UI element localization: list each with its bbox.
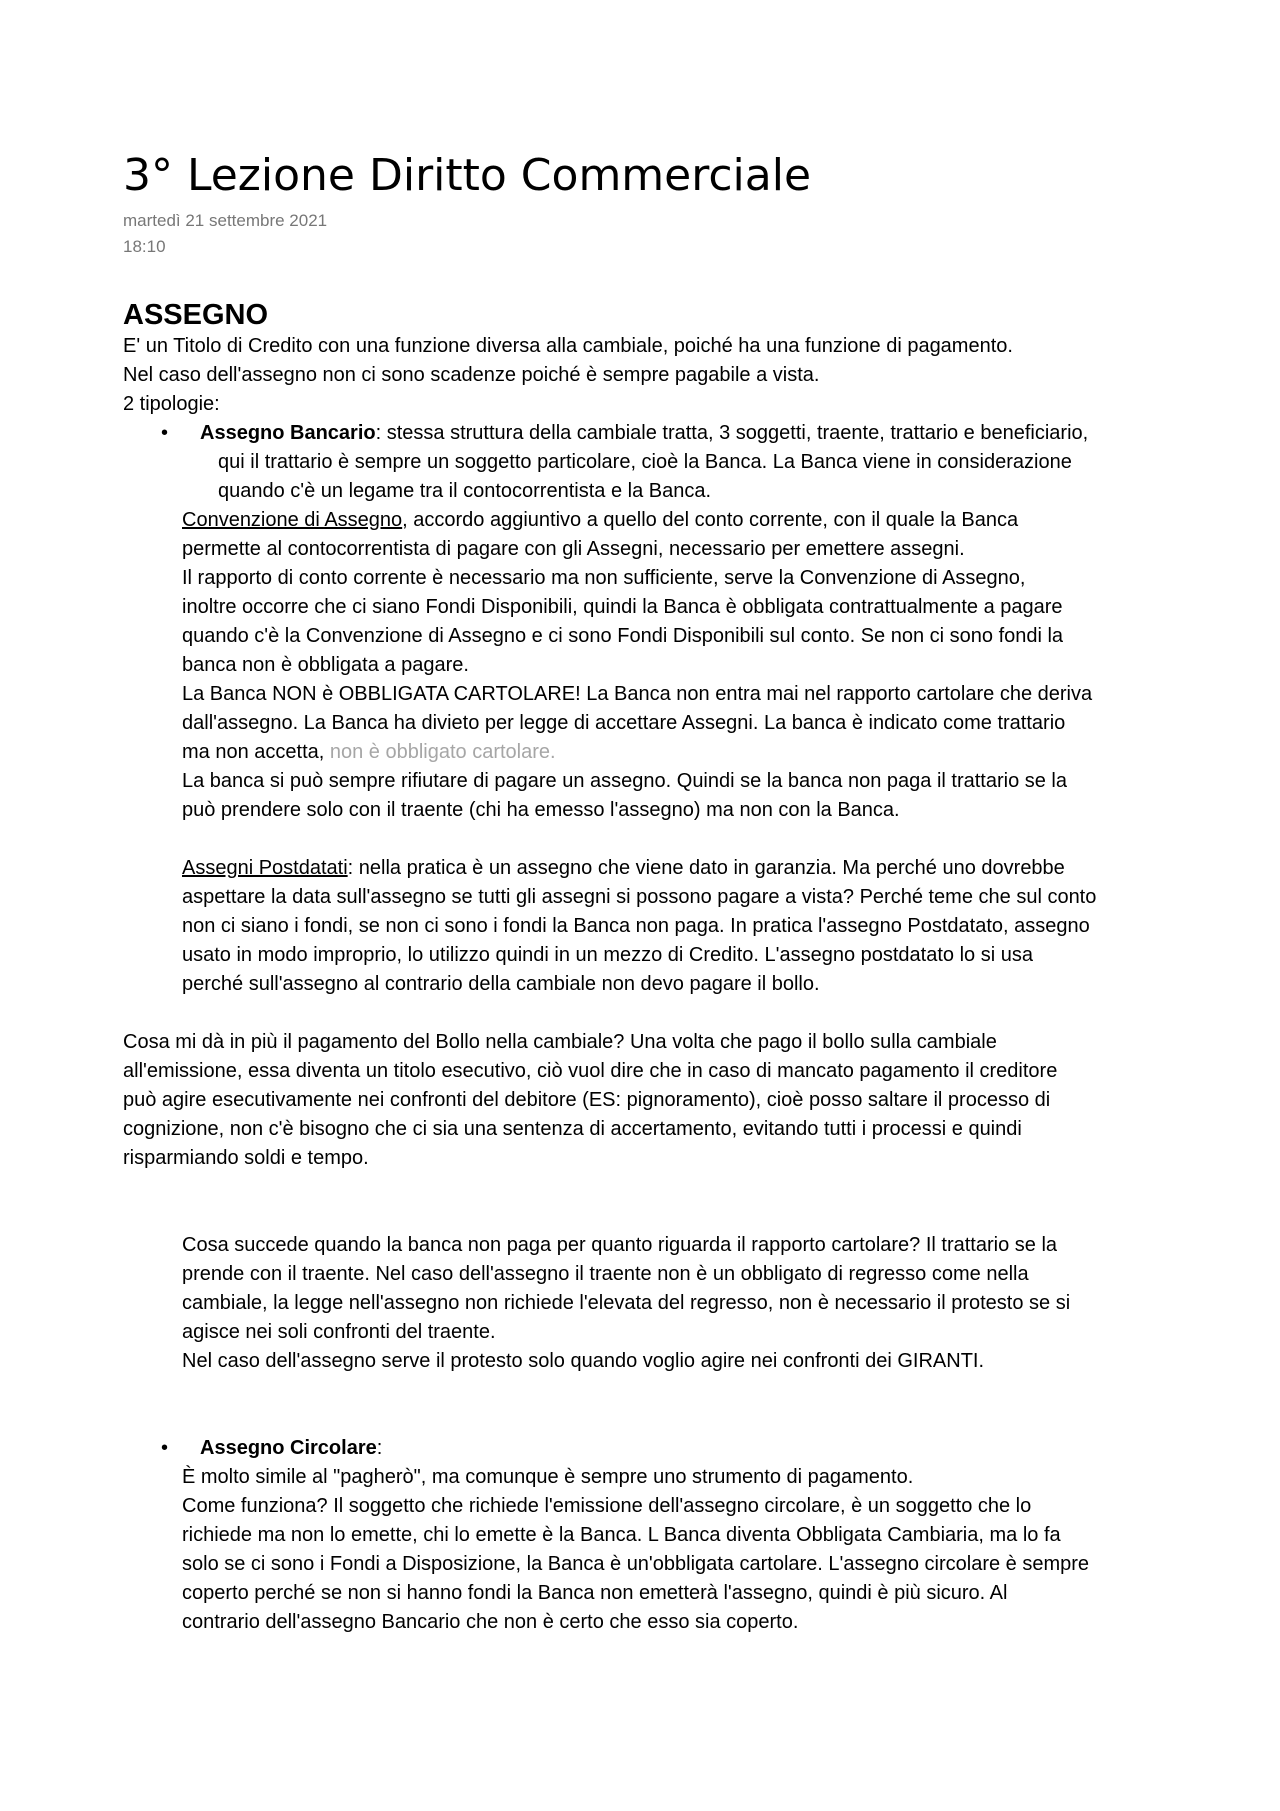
gray-note: non è obbligato cartolare. <box>329 741 556 763</box>
rapporto-line: La Banca NON è OBBLIGATA CARTOLARE! La Banca non entra mai nel rapporto cartolare che deriva <box>182 683 1093 705</box>
intro-line: Nel caso dell'assegno non ci sono scadenze poiché è sempre pagabile a vista. <box>123 364 820 386</box>
term-postdatati: Assegni Postdatati <box>182 857 348 879</box>
nonpaga-line: Cosa succede quando la banca non paga per quanto riguarda il rapporto cartolare? Il trattario se la <box>182 1234 1058 1256</box>
rifiuto-line: La banca si può sempre rifiutare di pagare un assegno. Quindi se la banca non paga il trattario se la <box>182 770 1067 792</box>
nonpaga-block <box>123 1231 1183 1376</box>
term-assegno-bancario: Assegno Bancario <box>200 422 376 444</box>
rapporto-line: inoltre occorre che ci siano Fondi Disponibili, quindi la Banca è obbligata contrattualmente a pagare <box>182 596 1063 618</box>
nonpaga-line: Nel caso dell'assegno serve il protesto solo quando voglio agire nei confronti dei GIRANTI. <box>182 1350 985 1372</box>
list-item-assegno-bancario <box>123 419 1183 506</box>
postdatati-line: Assegni Postdatati: nella pratica è un assegno che viene dato in garanzia. Ma perché uno dovrebbe <box>182 857 1065 879</box>
bollo-line: può agire esecutivamente nei confronti del debitore (ES: pignoramento), cioè posso saltare il processo di <box>123 1089 1051 1111</box>
postdatati-line: non ci siano i fondi, se non ci sono i fondi la Banca non paga. In pratica l'assegno Postdatato, assegno <box>182 915 1090 937</box>
section-heading: ASSEGNO <box>123 299 269 331</box>
list-item-assegno-circolare: • Assegno Circolare: <box>123 1434 1183 1463</box>
postdatati-line: usato in modo improprio, lo utilizzo quindi in un mezzo di Credito. L'assegno postdatato lo si usa <box>182 944 1033 966</box>
nonpaga-line: prende con il traente. Nel caso dell'assegno il traente non è un obbligato di regresso come nella <box>182 1263 1029 1285</box>
circolare-line: contrario dell'assegno Bancario che non è certo che esso sia coperto. <box>182 1611 799 1633</box>
bollo-line: cognizione, non c'è bisogno che ci sia una sentenza di accertamento, evitando tutti i processi e quindi <box>123 1118 1022 1140</box>
circolare-line: solo se ci sono i Fondi a Disposizione, la Banca è un'obbligata cartolare. L'assegno circolare è sempre <box>182 1553 1090 1575</box>
bullet-icon: • <box>161 1437 169 1459</box>
rifiuto-line: può prendere solo con il traente (chi ha emesso l'assegno) ma non con la Banca. <box>182 799 900 821</box>
intro-line: E' un Titolo di Credito con una funzione diversa alla cambiale, poiché ha una funzione di pagamento. <box>123 335 1013 357</box>
bancario-text: : stessa struttura della cambiale tratta, 3 soggetti, traente, trattario e beneficiario, <box>375 422 1089 444</box>
rapporto-line: Il rapporto di conto corrente è necessario ma non sufficiente, serve la Convenzione di Assegno, <box>182 567 1026 589</box>
convenzione-line: permette al contocorrentista di pagare con gli Assegni, necessario per emettere assegni. <box>182 538 965 560</box>
intro-line: 2 tipologie: <box>123 393 220 415</box>
rapporto-line: dall'assegno. La Banca ha divieto per legge di accettare Assegni. La banca è indicato come trattario <box>182 712 1066 734</box>
bancario-text: qui il trattario è sempre un soggetto particolare, cioè la Banca. La Banca viene in considerazione <box>218 451 1072 473</box>
bullet-icon: • <box>161 422 169 444</box>
term-convenzione: Convenzione di Assegno <box>182 509 403 531</box>
bollo-line: Cosa mi dà in più il pagamento del Bollo nella cambiale? Una volta che pago il bollo sulla cambiale <box>123 1031 997 1053</box>
nonpaga-line: agisce nei soli confronti del traente. <box>182 1321 496 1343</box>
circolare-line: È molto simile al "pagherò", ma comunque è sempre uno strumento di pagamento. <box>182 1466 914 1488</box>
bancario-body <box>123 506 1183 999</box>
bollo-line: risparmiando soldi e tempo. <box>123 1147 369 1169</box>
bollo-line: all'emissione, essa diventa un titolo esecutivo, ciò vuol dire che in caso di mancato pagamento il creditore <box>123 1060 1058 1082</box>
nonpaga-line: cambiale, la legge nell'assegno non richiede l'elevata del regresso, non è necessario il protesto se si <box>182 1292 1071 1314</box>
document-page <box>123 150 1183 1637</box>
postdatati-line: perché sull'assegno al contrario della cambiale non devo pagare il bollo. <box>182 973 820 995</box>
convenzione-line: Convenzione di Assegno, accordo aggiuntivo a quello del conto corrente, con il quale la Banca <box>182 509 1019 531</box>
rapporto-line: banca non è obbligata a pagare. <box>182 654 469 676</box>
circolare-body <box>123 1463 1183 1637</box>
accetta-line: ma non accetta, non è obbligato cartolare. <box>182 741 556 763</box>
page-title: 3° Lezione Diritto Commerciale <box>123 150 812 201</box>
circolare-line: richiede ma non lo emette, chi lo emette è la Banca. L Banca diventa Obbligata Cambiaria, ma lo fa <box>182 1524 1061 1546</box>
page-date: martedì 21 settembre 2021 <box>123 211 328 230</box>
bancario-text: quando c'è un legame tra il contocorrentista e la Banca. <box>218 480 712 502</box>
circolare-line: coperto perché se non si hanno fondi la Banca non emetterà l'assegno, quindi è più sicuro. Al <box>182 1582 1008 1604</box>
postdatati-line: aspettare la data sull'assegno se tutti gli assegni si possono pagare a vista? Perché teme che sul conto <box>182 886 1097 908</box>
term-assegno-circolare: Assegno Circolare <box>200 1437 377 1459</box>
circolare-line: Come funziona? Il soggetto che richiede l'emissione dell'assegno circolare, è un soggetto che lo <box>182 1495 1032 1517</box>
rapporto-line: quando c'è la Convenzione di Assegno e ci sono Fondi Disponibili sul conto. Se non ci sono fondi la <box>182 625 1064 647</box>
page-time: 18:10 <box>123 237 166 256</box>
